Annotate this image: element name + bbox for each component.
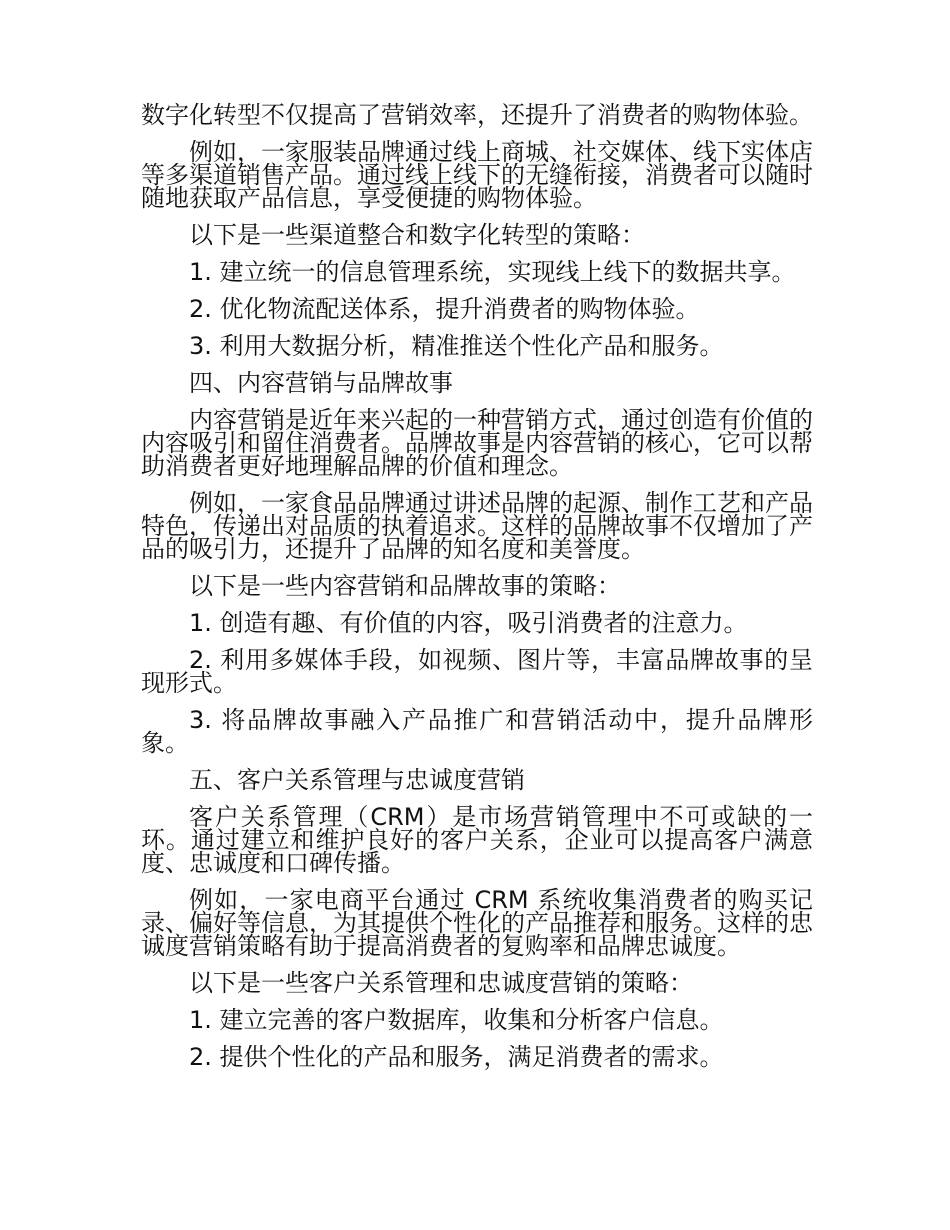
- paragraph-example-food: 例如，一家食品品牌通过讲述品牌的起源、制作工艺和产品特色，传递出对品质的执着追求。这样的品牌故事不仅增加了产品的吸引力，还提升了品牌的知名度和美誉度。: [141, 489, 813, 563]
- section-heading-content-marketing: 四、内容营销与品牌故事: [189, 369, 453, 397]
- paragraph-content-marketing: 内容营销是近年来兴起的一种营销方式，通过创造有价值的内容吸引和留住消费者。品牌故事是内容营销的核心，它可以帮助消费者更好地理解品牌的价值和理念。: [141, 406, 813, 480]
- section-heading-crm: 五、客户关系管理与忠诚度营销: [189, 766, 525, 794]
- paragraph-content-strategy-intro: 以下是一些内容营销和品牌故事的策略：: [189, 572, 621, 600]
- paragraph-example-ecommerce: 例如，一家电商平台通过 CRM 系统收集消费者的购买记录、偏好等信息，为其提供个性化的产品推荐和服务。这样的忠诚度营销策略有助于提高消费者的复购率和品牌忠诚度。: [141, 886, 813, 960]
- list-item: 1. 建立完善的客户数据库，收集和分析客户信息。: [189, 1006, 724, 1034]
- list-item: 1. 创造有趣、有价值的内容，吸引消费者的注意力。: [189, 609, 748, 637]
- paragraph-continuation: 数字化转型不仅提高了营销效率，还提升了消费者的购物体验。: [141, 101, 813, 129]
- paragraph-crm-strategy-intro: 以下是一些客户关系管理和忠诚度营销的策略：: [189, 969, 693, 997]
- list-item: 1. 建立统一的信息管理系统，实现线上线下的数据共享。: [189, 258, 796, 286]
- paragraph-channel-strategy-intro: 以下是一些渠道整合和数字化转型的策略：: [189, 221, 645, 249]
- list-item: 3. 将品牌故事融入产品推广和营销活动中，提升品牌形象。: [141, 706, 813, 757]
- list-item: 2. 利用多媒体手段，如视频、图片等，丰富品牌故事的呈现形式。: [141, 646, 813, 697]
- document-body: [141, 101, 813, 1083]
- paragraph-crm: 客户关系管理（CRM）是市场营销管理中不可或缺的一环。通过建立和维护良好的客户关系，企业可以提高客户满意度、忠诚度和口碑传播。: [141, 803, 813, 877]
- list-item: 2. 优化物流配送体系，提升消费者的购物体验。: [189, 295, 700, 323]
- list-item: 3. 利用大数据分析，精准推送个性化产品和服务。: [189, 332, 724, 360]
- paragraph-example-apparel: 例如，一家服装品牌通过线上商城、社交媒体、线下实体店等多渠道销售产品。通过线上线下的无缝衔接，消费者可以随时随地获取产品信息，享受便捷的购物体验。: [141, 138, 813, 212]
- list-item: 2. 提供个性化的产品和服务，满足消费者的需求。: [189, 1043, 724, 1071]
